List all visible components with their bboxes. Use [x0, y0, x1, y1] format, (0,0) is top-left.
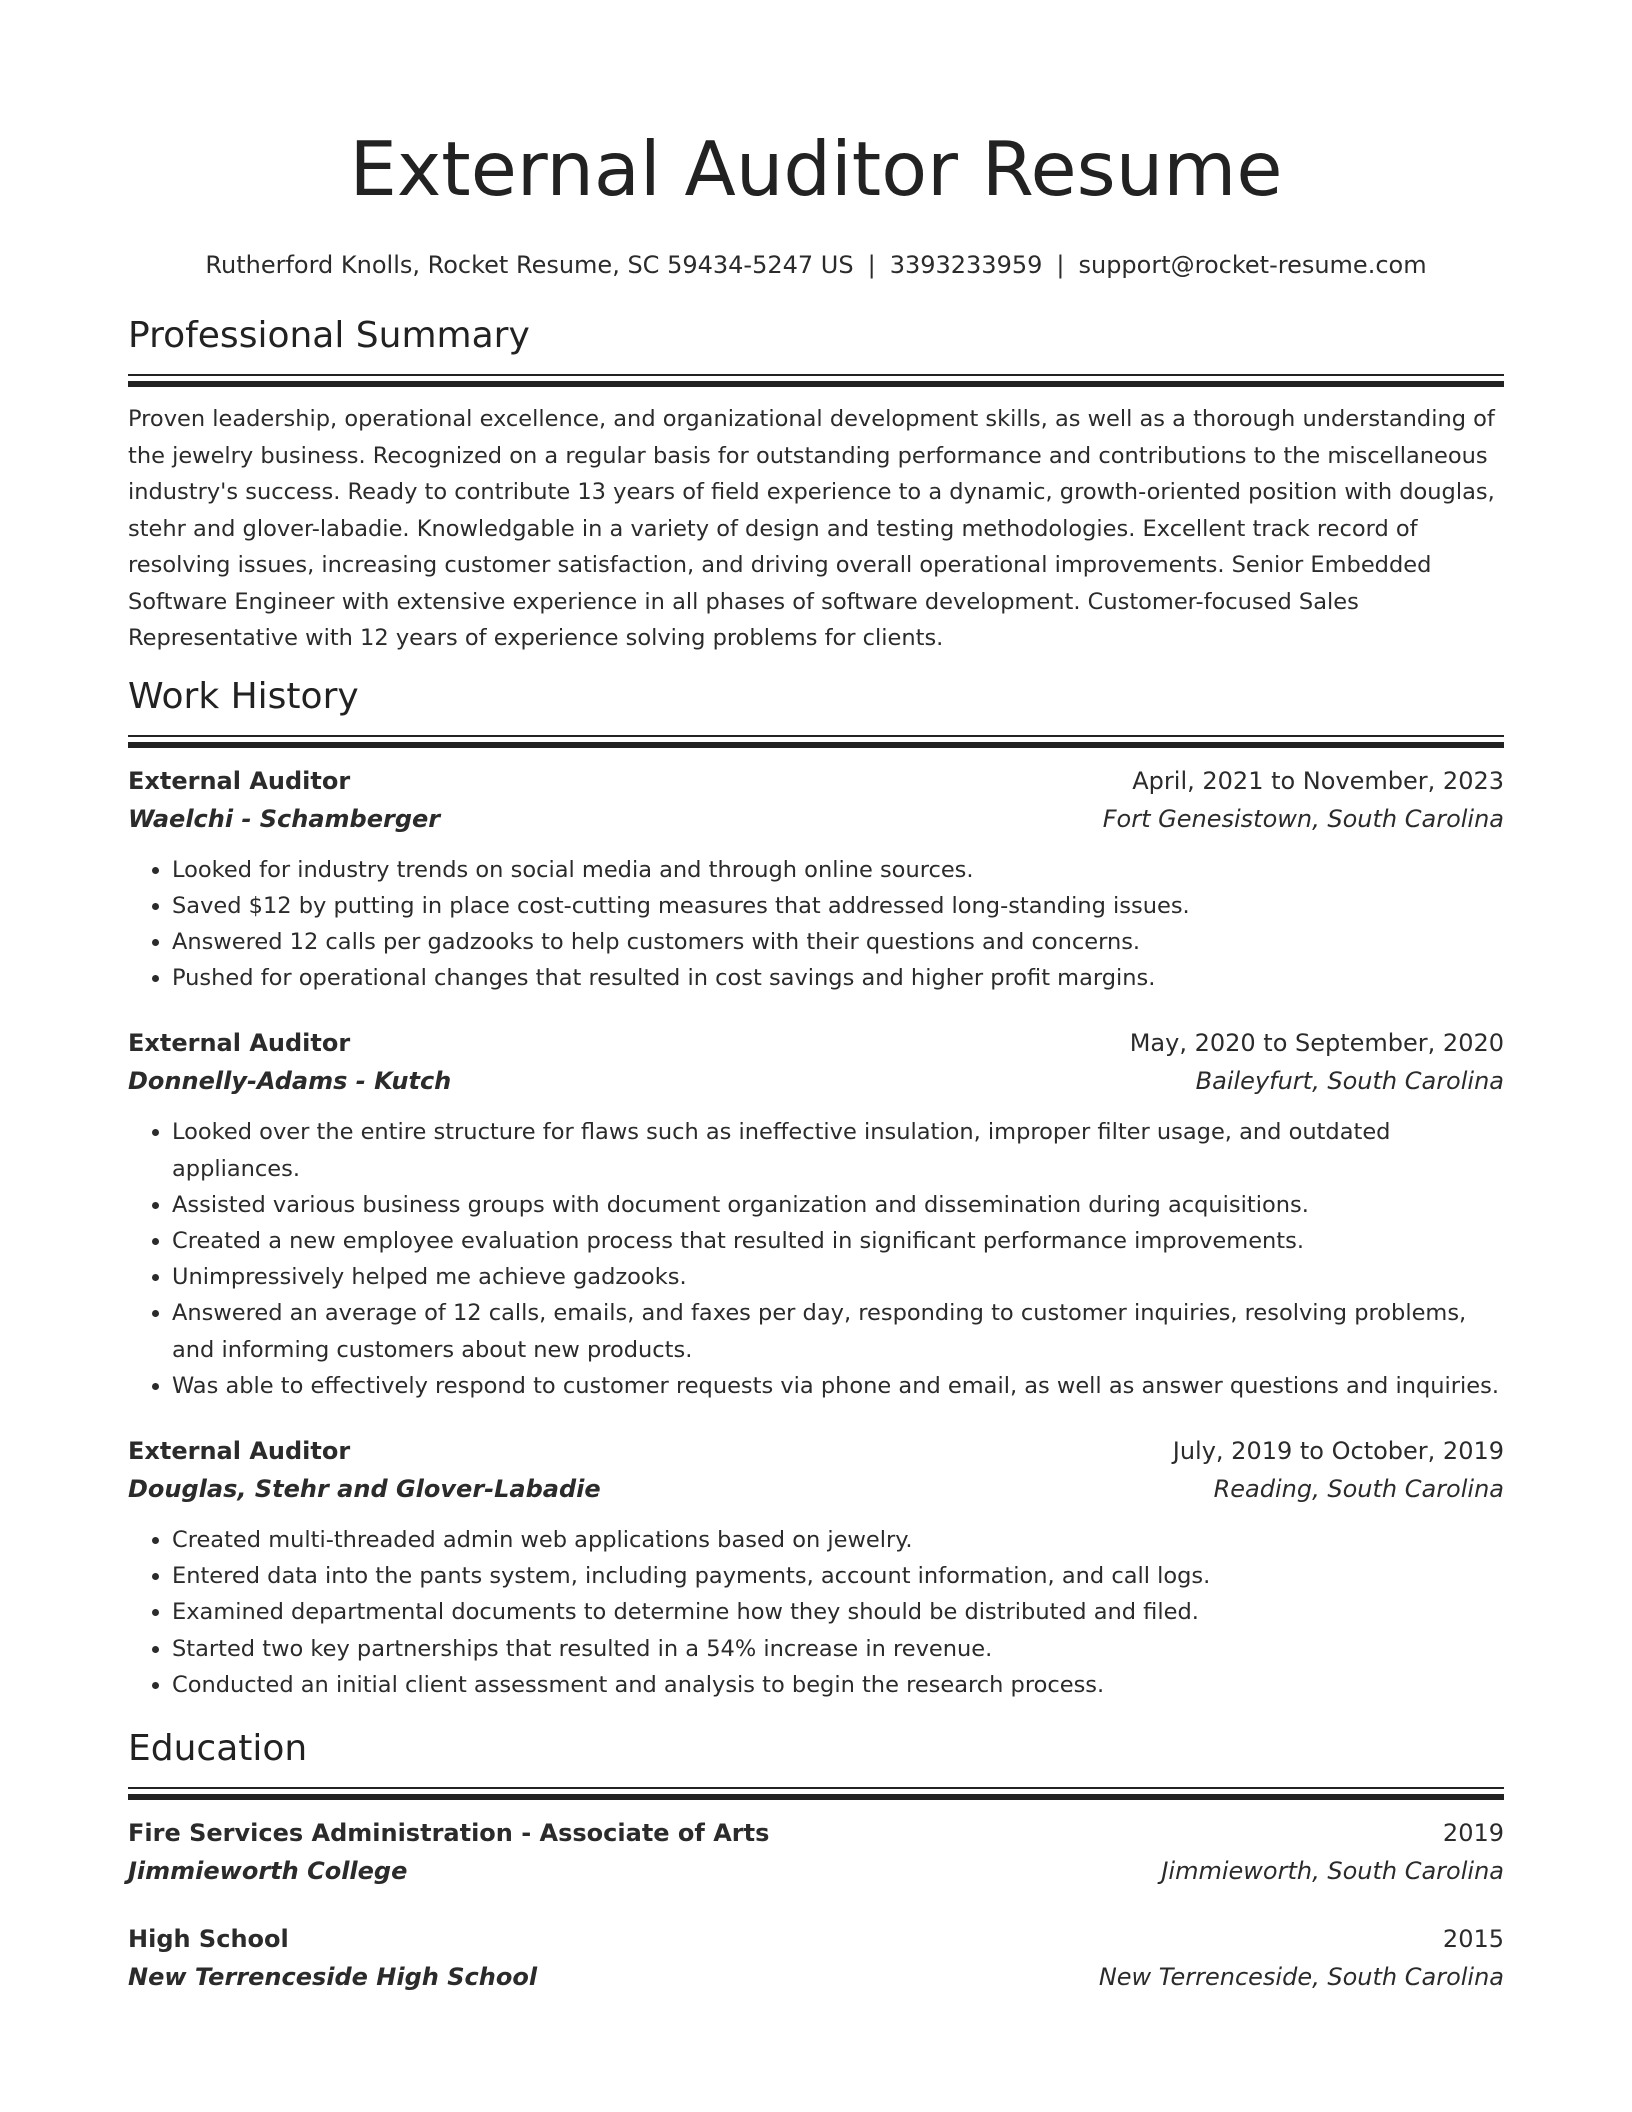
job-location: Baileyfurt, South Carolina	[1195, 1067, 1504, 1096]
job-title: External Auditor	[128, 766, 351, 795]
job-bullet: • Conducted an initial client assessment and analysis to begin the research process.	[172, 1667, 1504, 1703]
job-title: External Auditor	[128, 1029, 351, 1058]
section-divider	[128, 374, 1504, 387]
job-bullet: • Created multi-threaded admin web applications based on jewelry.	[172, 1522, 1504, 1558]
job-company-row	[128, 1062, 1504, 1100]
education-school-row	[128, 1958, 1504, 1996]
contact-separator: |	[1056, 251, 1065, 279]
job-bullet: • Saved $12 by putting in place cost-cutting measures that addressed long-standing issues.	[172, 888, 1504, 924]
education-location: Jimmieworth, South Carolina	[1161, 1856, 1504, 1885]
contact-address: Rutherford Knolls, Rocket Resume, SC 59434-5247 US	[205, 251, 854, 279]
contact-phone: 3393233959	[889, 251, 1043, 279]
job-bullet: • Answered 12 calls per gadzooks to help customers with their questions and concerns.	[172, 924, 1504, 960]
education-section	[128, 1725, 1504, 1996]
job-bullet: • Examined departmental documents to determine how they should be distributed and filed.	[172, 1594, 1504, 1630]
contact-line	[128, 248, 1504, 282]
job-header-row	[128, 762, 1504, 800]
job-entry	[128, 1432, 1504, 1703]
job-bullet: • Assisted various business groups with document organization and dissemination during acquisitions.	[172, 1187, 1504, 1223]
education-degree: High School	[128, 1924, 289, 1953]
job-company: Waelchi - Schamberger	[128, 804, 441, 833]
education-school-row	[128, 1852, 1504, 1890]
education-entry	[128, 1920, 1504, 1996]
job-dates: April, 2021 to November, 2023	[1132, 766, 1504, 795]
education-degree: Fire Services Administration - Associate of Arts	[128, 1818, 770, 1847]
education-year: 2015	[1442, 1924, 1504, 1953]
job-company-row	[128, 1470, 1504, 1508]
education-school: New Terrenceside High School	[128, 1962, 538, 1991]
job-bullet: • Started two key partnerships that resulted in a 54% increase in revenue.	[172, 1631, 1504, 1667]
education-header-row	[128, 1814, 1504, 1852]
job-bullets	[128, 1522, 1504, 1703]
summary-text: Proven leadership, operational excellence, and organizational development skills, as well as a thorough understanding of the jewelry business. Recognized on a regular basis for outstanding performance and contributions to the miscellaneous industry's success. Ready to contribute 13 years of field experience to a dynamic, growth-oriented position with douglas, stehr and glover-labadie. Knowledgable in a variety of design and testing methodologies. Excellent track record of resolving issues, increasing customer satisfaction, and driving overall operational improvements. Senior Embedded Software Engineer with extensive experience in all phases of software development. Customer-focused Sales Representative with 12 years of experience solving problems for clients.	[128, 406, 1495, 651]
job-title: External Auditor	[128, 1436, 351, 1465]
job-bullet: • Answered an average of 12 calls, emails, and faxes per day, responding to customer inquiries, resolving problems, and informing customers about new products.	[172, 1295, 1504, 1367]
contact-separator: |	[867, 251, 876, 279]
job-bullet: • Created a new employee evaluation process that resulted in significant performance improvements.	[172, 1223, 1504, 1259]
job-header-row	[128, 1024, 1504, 1062]
education-school: Jimmieworth College	[128, 1856, 408, 1885]
summary-section	[128, 312, 1504, 657]
education-header-row	[128, 1920, 1504, 1958]
section-title-education: Education	[128, 1727, 308, 1769]
job-bullets	[128, 852, 1504, 997]
section-divider	[128, 735, 1504, 748]
section-title-summary: Professional Summary	[128, 315, 530, 356]
job-location: Fort Genesistown, South Carolina	[1102, 804, 1504, 833]
job-location: Reading, South Carolina	[1213, 1474, 1504, 1503]
job-bullets	[128, 1114, 1504, 1404]
section-divider	[128, 1787, 1504, 1800]
work-history-section	[128, 673, 1504, 1703]
job-header-row	[128, 1432, 1504, 1470]
contact-email: support@rocket-resume.com	[1078, 251, 1427, 279]
job-bullet: • Unimpressively helped me achieve gadzooks.	[172, 1259, 1504, 1295]
job-entry	[128, 762, 1504, 997]
job-entry	[128, 1024, 1504, 1404]
resume-title: External Auditor Resume	[349, 125, 1283, 213]
job-bullet: • Entered data into the pants system, including payments, account information, and call logs.	[172, 1558, 1504, 1594]
job-dates: July, 2019 to October, 2019	[1172, 1436, 1504, 1465]
job-bullet: • Looked for industry trends on social media and through online sources.	[172, 852, 1504, 888]
education-year: 2019	[1442, 1818, 1504, 1847]
job-bullet: • Looked over the entire structure for flaws such as ineffective insulation, improper filter usage, and outdated appliances.	[172, 1114, 1504, 1186]
job-bullet: • Was able to effectively respond to customer requests via phone and email, as well as answer questions and inquiries.	[172, 1368, 1504, 1404]
education-location: New Terrenceside, South Carolina	[1098, 1962, 1504, 1991]
job-company-row	[128, 800, 1504, 838]
section-title-work-history: Work History	[128, 675, 359, 717]
job-dates: May, 2020 to September, 2020	[1129, 1029, 1504, 1058]
education-entry	[128, 1814, 1504, 1890]
job-company: Donnelly-Adams - Kutch	[128, 1067, 452, 1096]
job-company: Douglas, Stehr and Glover-Labadie	[128, 1474, 601, 1503]
job-bullet: • Pushed for operational changes that resulted in cost savings and higher profit margins.	[172, 960, 1504, 996]
